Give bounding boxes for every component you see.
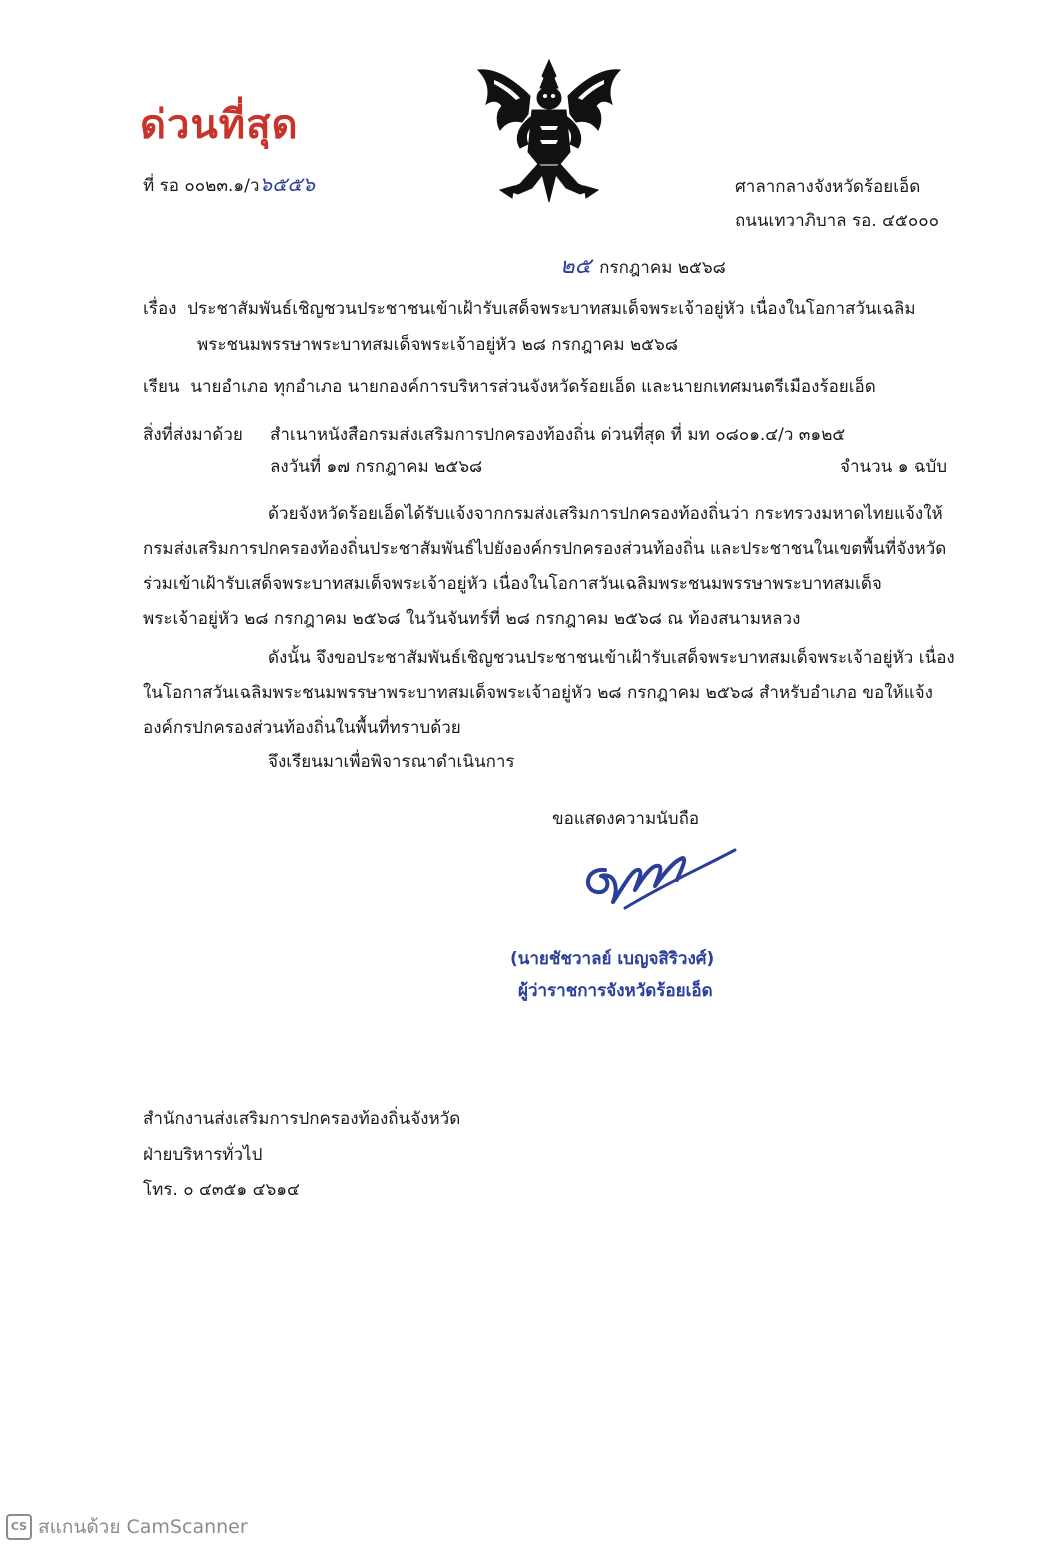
regards: ขอแสดงความนับถือ [552,809,700,829]
subject-line-2: พระชนมพรรษาพระบาทสมเด็จพระเจ้าอยู่หัว ๒๘ กรกฎาคม ๒๕๖๘ [197,335,678,355]
footer-office: สำนักงานส่งเสริมการปกครองท้องถิ่นจังหวัด [143,1109,461,1129]
subject-text-1: ประชาสัมพันธ์เชิญชวนประชาชนเข้าเฝ้ารับเสด็จพระบาทสมเด็จพระเจ้าอยู่หัว เนื่องในโอกาสวันเฉลิม [187,299,916,319]
reference-number [143,172,315,198]
body-paragraph-2: ดังนั้น จึงขอประชาสัมพันธ์เชิญชวนประชาชนเข้าเฝ้ารับเสด็จพระบาทสมเด็จพระเจ้าอยู่หัว เนื่องในโอกาสวันเฉลิมพระชนมพรรษาพระบาทสมเด็จพระเจ้าอยู่หัว ๒๘ กรกฎาคม ๒๕๖๘ สำหรับอำเภอ ขอให้แจ้งองค์กรปกครองส่วนท้องถิ่นในพื้นที่ทราบด้วย [143,648,955,738]
date-month-year: กรกฎาคม ๒๕๖๘ [599,258,726,278]
address-line-2: ถนนเทวาภิบาล รอ. ๔๕๐๐๐ [735,211,940,231]
enclosure-count: จำนวน ๑ ฉบับ [840,457,948,477]
signatory-position: ผู้ว่าราชการจังหวัดร้อยเอ็ด [518,981,713,1001]
signatory-name: (นายชัชวาลย์ เบญจสิริวงศ์) [510,949,715,969]
reference-handwritten: ๖๕๕๖ [259,172,316,196]
letter-date [560,255,726,280]
address-line-1: ศาลากลางจังหวัดร้อยเอ็ด [735,177,921,197]
enclosure-line-1: สำเนาหนังสือกรมส่งเสริมการปกครองท้องถิ่น ด่วนที่สุด ที่ มท ๐๘๐๑.๔/ว ๓๑๒๕ [270,425,846,445]
subject-line-1 [143,297,916,321]
urgency-stamp: ด่วนที่สุด [140,101,299,148]
garuda-emblem-icon [470,56,628,206]
closing-line: จึงเรียนมาเพื่อพิจารณาดำเนินการ [268,752,515,772]
body-paragraph-1: ด้วยจังหวัดร้อยเอ็ดได้รับแจ้งจากกรมส่งเสริมการปกครองท้องถิ่นว่า กระทรวงมหาดไทยแจ้งให้กรมส่งเสริมการปกครองท้องถิ่นประชาสัมพันธ์ไปยังองค์กรปกครองส่วนท้องถิ่น และประชาชนในเขตพื้นที่จังหวัด ร่วมเข้าเฝ้ารับเสด็จพระบาทสมเด็จพระเจ้าอยู่หัว เนื่องในโอกาสวันเฉลิมพระชนมพรรษาพระบาทสมเด็จพระเจ้าอยู่หัว ๒๘ กรกฎาคม ๒๕๖๘ ในวันจันทร์ที่ ๒๘ กรกฎาคม ๒๕๖๘ ณ ท้องสนามหลวง [143,504,947,629]
addressee [143,375,876,399]
enclosure-label: สิ่งที่ส่งมาด้วย [143,425,243,445]
watermark-text: สแกนด้วย CamScanner [38,1516,248,1538]
addressee-label: เรียน [143,377,180,397]
enclosure-line-2: ลงวันที่ ๑๗ กรกฎาคม ๒๕๖๘ [270,457,483,477]
camscanner-watermark [6,1512,248,1542]
date-day-handwritten: ๒๕ [560,254,592,279]
subject-label: เรื่อง [143,299,177,319]
footer-division: ฝ่ายบริหารทั่วไป [143,1145,263,1165]
reference-printed: ที่ รอ ๐๐๒๓.๑/ว [143,176,260,196]
footer-phone: โทร. ๐ ๔๓๕๑ ๔๖๑๔ [143,1180,300,1200]
camscanner-logo-icon: CS [6,1514,32,1540]
addressee-value: นายอำเภอ ทุกอำเภอ นายกองค์การบริหารส่วนจังหวัดร้อยเอ็ด และนายกเทศมนตรีเมืองร้อยเอ็ด [190,377,876,397]
handwritten-signature-icon [575,830,745,920]
